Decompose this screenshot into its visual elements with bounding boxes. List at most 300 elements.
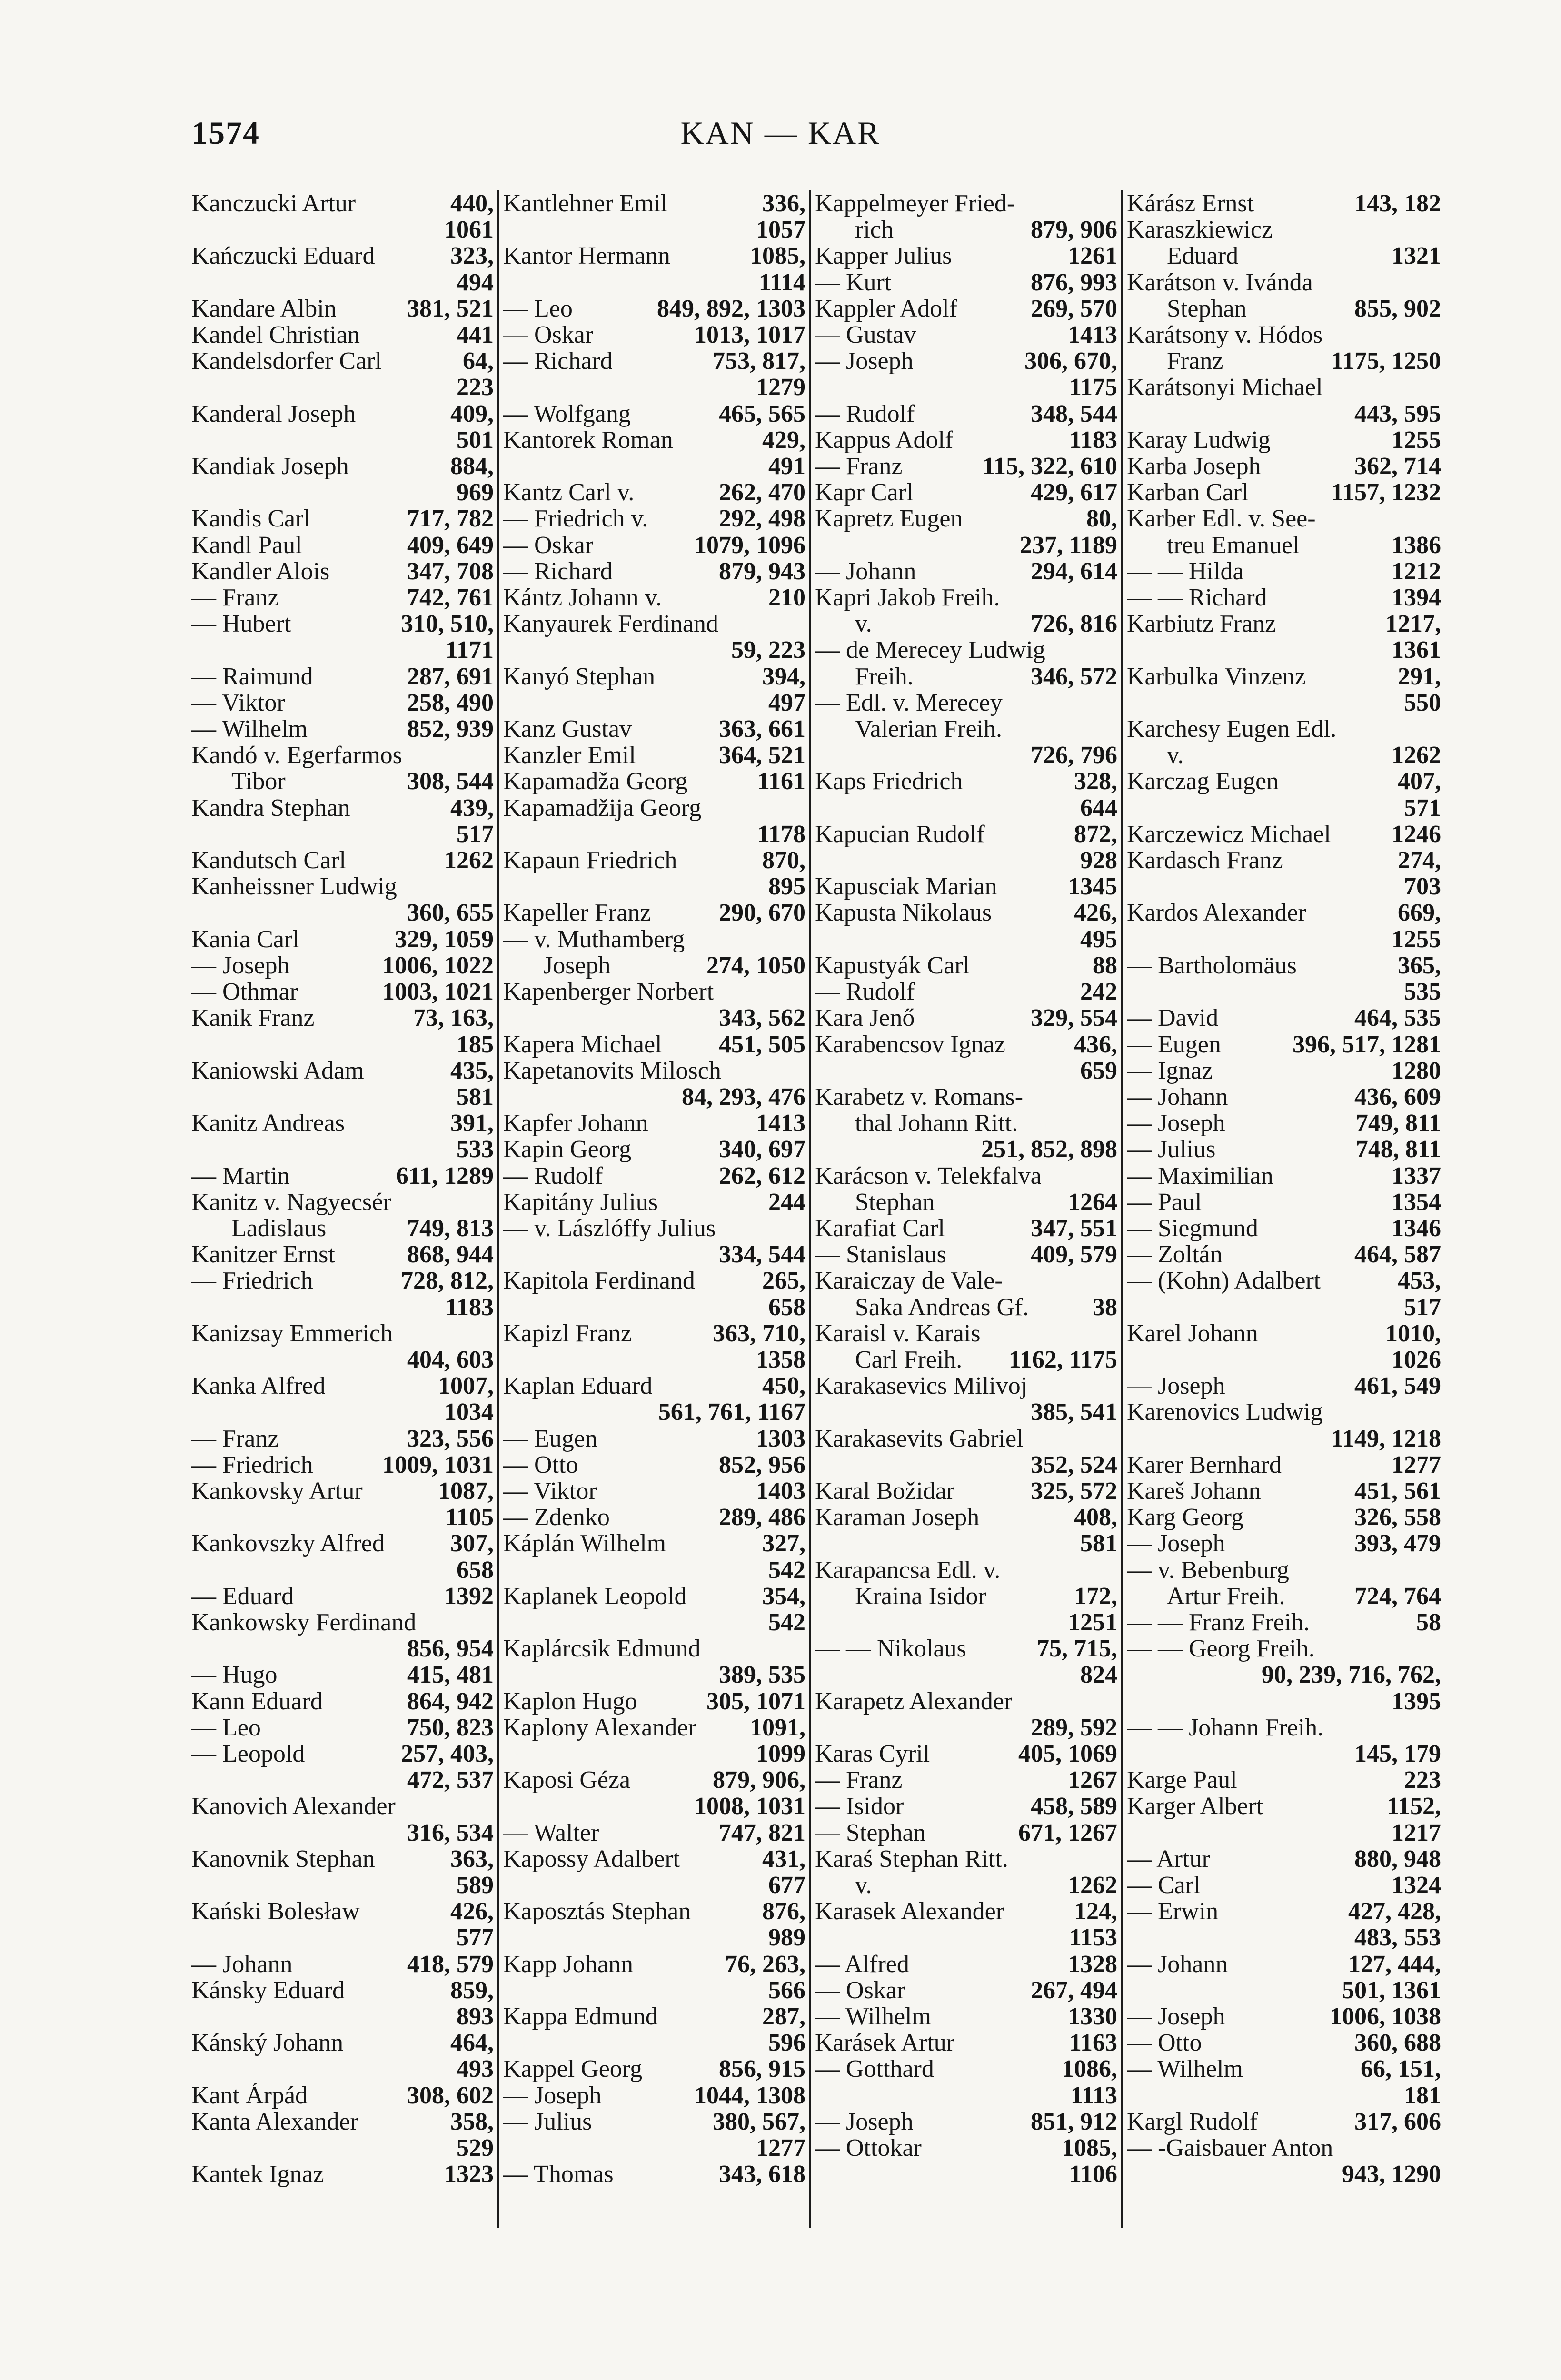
- entry-line: [1127, 1609, 1441, 1636]
- index-entry: [1127, 217, 1441, 269]
- entry-line: [191, 1163, 494, 1189]
- entry-page-refs: 658: [768, 1293, 805, 1321]
- entry-page-refs: 864, 942: [407, 1687, 494, 1715]
- entry-page-refs: 1261: [1068, 242, 1117, 270]
- entry-name: — Alfred: [815, 1951, 909, 1977]
- entry-page-refs: 237, 1189: [1019, 531, 1117, 559]
- index-entry: [503, 1110, 805, 1136]
- entry-page-refs: 292, 498: [719, 505, 805, 533]
- entry-line: [815, 585, 1117, 611]
- entry-continuation-line: [815, 795, 1117, 821]
- entry-name: — Johann: [1127, 1083, 1228, 1111]
- entry-continuation-line: [815, 1136, 1117, 1162]
- index-entry: [503, 532, 805, 558]
- index-entry: [503, 296, 805, 322]
- entry-name: Kanovich Alexander: [191, 1793, 396, 1820]
- entry-line: [815, 322, 1117, 348]
- index-entry: [815, 1426, 1117, 1478]
- entry-name: — — Hilda: [1127, 558, 1244, 585]
- entry-page-refs: 726, 796: [1031, 742, 1117, 769]
- entry-page-refs: 172,: [1074, 1582, 1117, 1610]
- entry-line: [815, 1557, 1117, 1583]
- entry-page-refs: 868, 944: [407, 1241, 494, 1269]
- entry-page-refs: 58: [1416, 1608, 1441, 1636]
- index-entry: [815, 1373, 1117, 1425]
- index-entry: [815, 1846, 1117, 1898]
- entry-page-refs: 426,: [1074, 899, 1117, 927]
- entry-name: Kánský Johann: [191, 2030, 344, 2056]
- entry-page-refs: [1435, 1636, 1441, 1662]
- index-entry: [191, 1163, 494, 1189]
- index-entry: [1127, 1373, 1441, 1399]
- entry-line: [503, 1215, 805, 1241]
- entry-name: — Eduard: [191, 1583, 294, 1609]
- entry-continuation-line: [815, 1662, 1117, 1688]
- index-entry: [191, 1793, 494, 1845]
- entry-page-refs: 244: [768, 1188, 805, 1216]
- entry-line: [815, 1767, 1117, 1793]
- entry-page-refs: 728, 812,: [401, 1267, 494, 1295]
- entry-page-refs: [1112, 1163, 1117, 1189]
- entry-line: [503, 847, 805, 873]
- entry-name: Kapizl Franz: [503, 1320, 632, 1347]
- entry-name: Kapitány Julius: [503, 1189, 658, 1215]
- entry-continuation-line: [191, 269, 494, 296]
- entry-page-refs: 497: [768, 689, 805, 716]
- entry-page-refs: 1324: [1392, 1872, 1441, 1899]
- entry-name: Kapitola Ferdinand: [503, 1268, 695, 1294]
- entry-page-refs: 307,: [450, 1530, 494, 1557]
- entry-name: Karber Edl. v. See-: [1127, 506, 1316, 532]
- index-entry: [503, 611, 805, 663]
- entry-line: [503, 1136, 805, 1162]
- index-entry: [503, 585, 805, 611]
- entry-page-refs: 747, 821: [719, 1819, 805, 1846]
- entry-name: — Oskar: [503, 532, 594, 558]
- entry-name: Kapusta Nikolaus: [815, 900, 992, 926]
- entry-name: — — Nikolaus: [815, 1636, 966, 1662]
- entry-page-refs: [800, 1058, 805, 1084]
- entry-page-refs: 517: [1404, 1293, 1441, 1321]
- entry-line: [815, 2030, 1117, 2056]
- entry-name: Karas Cyril: [815, 1740, 930, 1767]
- index-entry: [191, 1373, 494, 1425]
- entry-line: [503, 1715, 805, 1741]
- entry-name: Karczag Eugen: [1127, 768, 1279, 795]
- entry-page-refs: 306, 670,: [1024, 347, 1117, 375]
- index-entry: [503, 2056, 805, 2082]
- index-entry: [191, 348, 494, 400]
- entry-name: Kardasch Franz: [1127, 847, 1283, 874]
- entry-name: Karaś Stephan Ritt.: [815, 1845, 1008, 1872]
- index-entry: [503, 243, 805, 295]
- entry-continuation-line: [503, 453, 805, 479]
- entry-page-refs: 90, 239, 716, 762,: [1262, 1661, 1441, 1689]
- entry-page-refs: 1003, 1021: [382, 978, 494, 1006]
- entry-page-refs: 589: [457, 1872, 494, 1899]
- entry-line: [815, 1005, 1117, 1031]
- entry-page-refs: 1008, 1031: [694, 1793, 805, 1820]
- entry-line: [815, 1820, 1117, 1846]
- index-entry: [1127, 2135, 1441, 2187]
- index-entry: [191, 2161, 494, 2187]
- entry-name: Kantek Ignaz: [191, 2161, 324, 2188]
- entry-name: — Julius: [503, 2108, 592, 2135]
- entry-name: Kanka Alfred: [191, 1373, 326, 1399]
- index-entry: [191, 296, 494, 322]
- entry-name: — v. Lászlóffy Julius: [503, 1215, 716, 1242]
- entry-name: Karba Joseph: [1127, 453, 1261, 480]
- entry-page-refs: 1163: [1069, 2029, 1117, 2057]
- entry-line: [191, 2030, 494, 2056]
- entry-page-refs: [1435, 269, 1441, 296]
- entry-page-refs: [800, 1215, 805, 1241]
- entry-line: [503, 243, 805, 269]
- index-column-1: [191, 190, 494, 2228]
- entry-page-refs: 1395: [1392, 1687, 1441, 1715]
- entry-name: Kardos Alexander: [1127, 900, 1306, 926]
- entry-name: — Friedrich v.: [503, 506, 648, 532]
- entry-name: — Joseph: [815, 2108, 914, 2135]
- entry-line: [1127, 1793, 1441, 1819]
- entry-name: rich: [855, 217, 894, 243]
- entry-name: Kapamadžija Georg: [503, 794, 702, 821]
- entry-page-refs: 274, 1050: [706, 952, 805, 979]
- index-entry: [191, 322, 494, 348]
- entry-name: Kant Árpád: [191, 2082, 308, 2109]
- entry-continuation-line: [191, 821, 494, 847]
- entry-line: [815, 952, 1117, 979]
- entry-page-refs: 1161: [757, 768, 805, 795]
- entry-page-refs: 391,: [450, 1110, 494, 1137]
- entry-page-refs: 1323: [444, 2161, 494, 2188]
- entry-page-refs: 1303: [756, 1425, 805, 1452]
- entry-continuation-line: [1127, 979, 1441, 1005]
- index-entry: [503, 979, 805, 1031]
- index-entry: [503, 1163, 805, 1189]
- index-entry: [815, 1320, 1117, 1373]
- entry-page-refs: 611, 1289: [396, 1162, 494, 1190]
- index-entry: [191, 190, 494, 243]
- entry-line: [191, 1452, 494, 1478]
- entry-name: — Paul: [1127, 1189, 1202, 1215]
- entry-line: [1127, 1136, 1441, 1162]
- index-entry: [815, 2056, 1117, 2108]
- index-entry: [1127, 1031, 1441, 1058]
- entry-page-refs: 1044, 1308: [694, 2082, 805, 2109]
- entry-line: [191, 690, 494, 716]
- index-entry: [815, 269, 1117, 296]
- entry-name: Kandra Stephan: [191, 794, 350, 821]
- entry-line: [1127, 900, 1441, 926]
- index-entry: [1127, 269, 1441, 322]
- index-entry: [1127, 1452, 1441, 1478]
- entry-page-refs: 429, 617: [1031, 479, 1117, 506]
- entry-page-refs: 928: [1080, 847, 1117, 874]
- entry-line: [815, 1636, 1117, 1662]
- entry-page-refs: 872,: [1074, 820, 1117, 848]
- entry-continuation-line: [1127, 873, 1441, 900]
- index-entry: [503, 1583, 805, 1636]
- entry-line: [503, 1058, 805, 1084]
- index-entry: [191, 1530, 494, 1583]
- entry-page-refs: 287,: [762, 2003, 805, 2031]
- entry-page-refs: 749, 811: [1355, 1110, 1441, 1137]
- entry-name: — Franz: [191, 1425, 279, 1452]
- entry-name: Kanizsay Emmerich: [191, 1320, 393, 1347]
- entry-line: [503, 1031, 805, 1058]
- entry-continuation-line: [503, 1872, 805, 1898]
- entry-page-refs: 1006, 1022: [382, 952, 494, 979]
- entry-continuation-line: [1127, 1741, 1441, 1767]
- entry-line: [503, 190, 805, 217]
- index-entry: [503, 1268, 805, 1320]
- index-entry: [503, 926, 805, 979]
- index-entry: [1127, 1189, 1441, 1215]
- entry-name: Kankovszky Alfred: [191, 1530, 385, 1557]
- index-entry: [815, 821, 1117, 873]
- entry-page-refs: 38: [1093, 1293, 1117, 1321]
- index-entry: [503, 479, 805, 506]
- entry-name: Kandare Albin: [191, 295, 337, 322]
- entry-page-refs: 408,: [1074, 1504, 1117, 1531]
- index-entry: [1127, 1084, 1441, 1110]
- entry-line: [191, 296, 494, 322]
- entry-name: — Bartholomäus: [1127, 952, 1297, 979]
- entry-page-refs: 1079, 1096: [694, 531, 805, 559]
- entry-name: Kargl Rudolf: [1127, 2108, 1258, 2135]
- entry-name: Kapin Georg: [503, 1136, 632, 1163]
- entry-line: [503, 2082, 805, 2109]
- entry-line: [191, 322, 494, 348]
- entry-page-refs: 724, 764: [1354, 1582, 1441, 1610]
- entry-page-refs: 1267: [1068, 1766, 1117, 1794]
- entry-page-refs: [1435, 217, 1441, 243]
- entry-page-refs: 571: [1404, 794, 1441, 822]
- index-entry: [1127, 1715, 1441, 1767]
- entry-name: — Zoltán: [1127, 1241, 1223, 1268]
- entry-continuation-line: [191, 768, 494, 794]
- index-entry: [503, 1189, 805, 1215]
- index-entry: [191, 1977, 494, 2030]
- entry-line: [1127, 1951, 1441, 1977]
- entry-line: [503, 611, 805, 637]
- entry-name: — Joseph: [815, 348, 914, 375]
- entry-page-refs: 483, 553: [1354, 1924, 1441, 1952]
- entry-page-refs: 870,: [762, 847, 805, 874]
- entry-name: Kaplony Alexander: [503, 1714, 696, 1741]
- entry-page-refs: 364, 521: [719, 742, 805, 769]
- entry-name: Kaplanek Leopold: [503, 1583, 687, 1609]
- entry-name: — Leopold: [191, 1740, 305, 1767]
- index-entry: [191, 690, 494, 716]
- entry-page-refs: 1114: [758, 268, 805, 296]
- entry-page-refs: [1112, 1373, 1117, 1399]
- entry-line: [1127, 1084, 1441, 1110]
- entry-line: [1127, 1478, 1441, 1504]
- index-entry: [503, 716, 805, 742]
- entry-line: [1127, 190, 1441, 217]
- entry-line: [1127, 558, 1441, 585]
- entry-name: — Johann: [191, 1951, 293, 1977]
- entry-line: [815, 190, 1117, 217]
- index-entry: [815, 1951, 1117, 1977]
- entry-name: v.: [1167, 742, 1184, 769]
- entry-line: [503, 1426, 805, 1452]
- index-entry: [815, 427, 1117, 453]
- entry-page-refs: 269, 570: [1031, 295, 1117, 322]
- entry-name: Kaniowski Adam: [191, 1057, 364, 1084]
- entry-line: [503, 479, 805, 506]
- entry-page-refs: 59, 223: [731, 636, 805, 664]
- entry-name: Kapera Michael: [503, 1031, 662, 1058]
- entry-line: [503, 401, 805, 427]
- index-entry: [191, 716, 494, 742]
- entry-line: [815, 1373, 1117, 1399]
- entry-line: [815, 427, 1117, 453]
- index-entry: [191, 847, 494, 873]
- entry-page-refs: 893: [457, 2003, 494, 2031]
- entry-name: Kandelsdorfer Carl: [191, 348, 382, 375]
- entry-page-refs: 326, 558: [1354, 1504, 1441, 1531]
- entry-continuation-line: [191, 1636, 494, 1662]
- entry-page-refs: 856, 954: [407, 1635, 494, 1663]
- entry-page-refs: 726, 816: [1031, 610, 1117, 638]
- entry-name: Karbiutz Franz: [1127, 611, 1276, 637]
- entry-continuation-line: [1127, 296, 1441, 322]
- entry-line: [503, 1767, 805, 1793]
- entry-page-refs: 343, 618: [719, 2161, 805, 2188]
- entry-page-refs: 380, 567,: [713, 2108, 805, 2135]
- entry-page-refs: [800, 979, 805, 1005]
- entry-name: Kanovnik Stephan: [191, 1845, 375, 1872]
- entry-page-refs: 443, 595: [1354, 400, 1441, 427]
- entry-name: thal Johann Ritt.: [855, 1110, 1018, 1137]
- entry-page-refs: [1435, 322, 1441, 348]
- entry-continuation-line: [1127, 1820, 1441, 1846]
- entry-name: — Leo: [191, 1714, 261, 1741]
- entry-name: Kántz Johann v.: [503, 585, 662, 611]
- index-entry: [1127, 1636, 1441, 1715]
- entry-line: [503, 1478, 805, 1504]
- entry-line: [815, 1951, 1117, 1977]
- entry-line: [503, 427, 805, 453]
- index-entry: [815, 900, 1117, 952]
- entry-line: [815, 1215, 1117, 1241]
- entry-page-refs: 517: [457, 820, 494, 848]
- index-entry: [1127, 1478, 1441, 1504]
- entry-line: [503, 1820, 805, 1846]
- entry-page-refs: 1171: [445, 636, 494, 664]
- index-entry: [191, 1583, 494, 1609]
- entry-name: Eduard: [1167, 243, 1239, 269]
- entry-line: [815, 979, 1117, 1005]
- entry-page-refs: 64,: [463, 347, 494, 375]
- index-entry: [1127, 1268, 1441, 1320]
- entry-name: Kaposi Géza: [503, 1767, 631, 1794]
- entry-continuation-line: [191, 900, 494, 926]
- entry-line: [191, 1846, 494, 1872]
- entry-line: [1127, 2030, 1441, 2056]
- entry-line: [191, 2161, 494, 2187]
- entry-page-refs: 542: [768, 1556, 805, 1584]
- entry-page-refs: 581: [1080, 1530, 1117, 1557]
- entry-name: — Viktor: [503, 1478, 597, 1505]
- entry-line: [1127, 1557, 1441, 1583]
- entry-line: [191, 1609, 494, 1636]
- entry-page-refs: 1087,: [438, 1477, 494, 1505]
- entry-page-refs: 852, 956: [719, 1451, 805, 1478]
- index-entry: [815, 296, 1117, 322]
- entry-name: Kárász Ernst: [1127, 190, 1254, 217]
- index-entry: [503, 348, 805, 400]
- entry-name: — Rudolf: [815, 979, 915, 1005]
- entry-page-refs: 943, 1290: [1342, 2161, 1441, 2188]
- entry-name: Kanitzer Ernst: [191, 1241, 335, 1268]
- entry-page-refs: 658: [457, 1556, 494, 1584]
- entry-line: [1127, 322, 1441, 348]
- index-entry: [503, 847, 805, 900]
- entry-line: [815, 1846, 1117, 1872]
- entry-continuation-line: [503, 1347, 805, 1373]
- entry-line: [503, 322, 805, 348]
- entry-continuation-line: [503, 1793, 805, 1819]
- entry-line: [503, 1583, 805, 1609]
- entry-continuation-line: [503, 1294, 805, 1320]
- entry-page-refs: 501, 1361: [1342, 1976, 1441, 2004]
- entry-page-refs: 352, 524: [1031, 1451, 1117, 1478]
- index-entry: [503, 1058, 805, 1110]
- entry-continuation-line: [503, 1557, 805, 1583]
- index-entry: [503, 2161, 805, 2187]
- entry-name: Kandiak Joseph: [191, 453, 349, 480]
- running-head: KAN — KAR: [680, 115, 881, 151]
- entry-page-refs: 451, 561: [1354, 1477, 1441, 1505]
- entry-line: [191, 401, 494, 427]
- index-entry: [503, 1530, 805, 1583]
- index-entry: [1127, 506, 1441, 558]
- entry-continuation-line: [191, 1924, 494, 1951]
- entry-continuation-line: [1127, 690, 1441, 716]
- entry-name: Tibor: [231, 768, 286, 795]
- index-entry: [503, 1898, 805, 1951]
- entry-page-refs: 431,: [762, 1845, 805, 1873]
- index-entry: [191, 1898, 494, 1951]
- entry-name: Kappel Georg: [503, 2056, 643, 2082]
- entry-line: [1127, 952, 1441, 979]
- index-entry: [503, 1215, 805, 1268]
- index-entry: [1127, 190, 1441, 217]
- entry-page-refs: 327,: [762, 1530, 805, 1557]
- entry-line: [1127, 1636, 1441, 1662]
- entry-name: — Othmar: [191, 979, 298, 1005]
- entry-line: [191, 453, 494, 479]
- entry-line: [191, 1005, 494, 1031]
- index-entry: [1127, 1058, 1441, 1084]
- entry-page-refs: 596: [768, 2029, 805, 2057]
- entry-page-refs: 1099: [756, 1740, 805, 1767]
- entry-page-refs: 185: [457, 1031, 494, 1058]
- index-entry: [503, 1136, 805, 1162]
- entry-page-refs: 1255: [1392, 426, 1441, 454]
- entry-page-refs: 1277: [756, 2134, 805, 2162]
- entry-page-refs: 1262: [1068, 1872, 1117, 1899]
- entry-page-refs: 879, 906,: [713, 1766, 805, 1794]
- index-entry: [191, 1320, 494, 1373]
- entry-continuation-line: [191, 1215, 494, 1241]
- entry-page-refs: 409, 649: [407, 531, 494, 559]
- entry-page-refs: 436, 609: [1354, 1083, 1441, 1111]
